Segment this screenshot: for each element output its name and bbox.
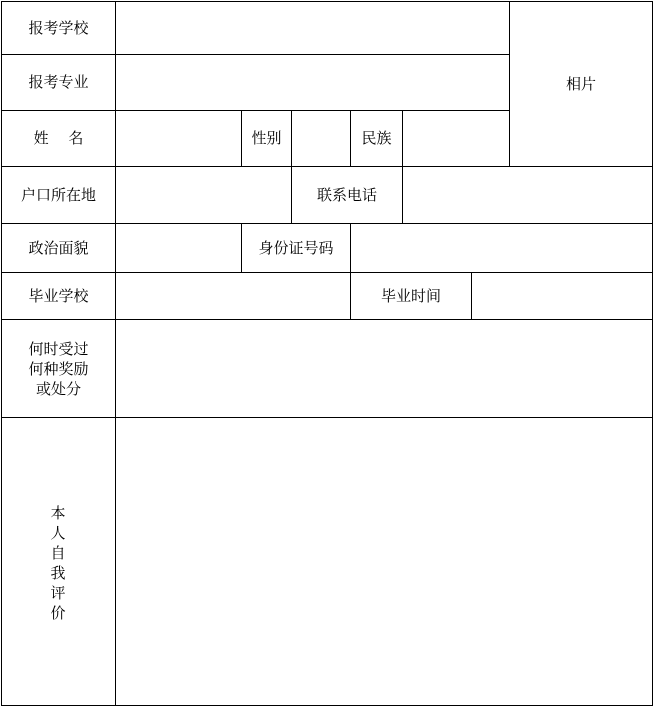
political-label: 政治面貌 [28, 239, 89, 257]
grad-school-label: 毕业学校 [28, 287, 89, 305]
gender-field[interactable] [292, 111, 350, 166]
photo-field[interactable] [510, 2, 652, 62]
awards-label: 何时受过 何种奖励 或处分 [28, 340, 89, 398]
phone-label: 联系电话 [316, 186, 377, 204]
hukou-field[interactable] [116, 167, 291, 223]
name-field[interactable] [116, 111, 241, 166]
name-label: 姓 名 [33, 129, 84, 147]
idcard-field[interactable] [351, 224, 652, 272]
self-eval-label: 本人自我评价 [50, 504, 66, 622]
idcard-label: 身份证号码 [258, 239, 334, 257]
political-field[interactable] [116, 224, 241, 272]
self-eval-field[interactable] [116, 418, 652, 705]
major-field[interactable] [116, 55, 509, 110]
ethnicity-label: 民族 [361, 129, 392, 147]
awards-field[interactable] [116, 320, 652, 417]
school-label: 报考学校 [28, 19, 89, 37]
phone-field[interactable] [403, 167, 652, 223]
grad-time-field[interactable] [472, 273, 652, 319]
ethnicity-field[interactable] [403, 111, 509, 166]
photo-label: 相片 [565, 75, 596, 93]
school-field[interactable] [116, 2, 509, 54]
grad-time-label: 毕业时间 [380, 287, 441, 305]
grad-school-field[interactable] [116, 273, 350, 319]
major-label: 报考专业 [28, 73, 89, 91]
gender-label: 性别 [251, 129, 282, 147]
hukou-label: 户口所在地 [20, 186, 96, 204]
